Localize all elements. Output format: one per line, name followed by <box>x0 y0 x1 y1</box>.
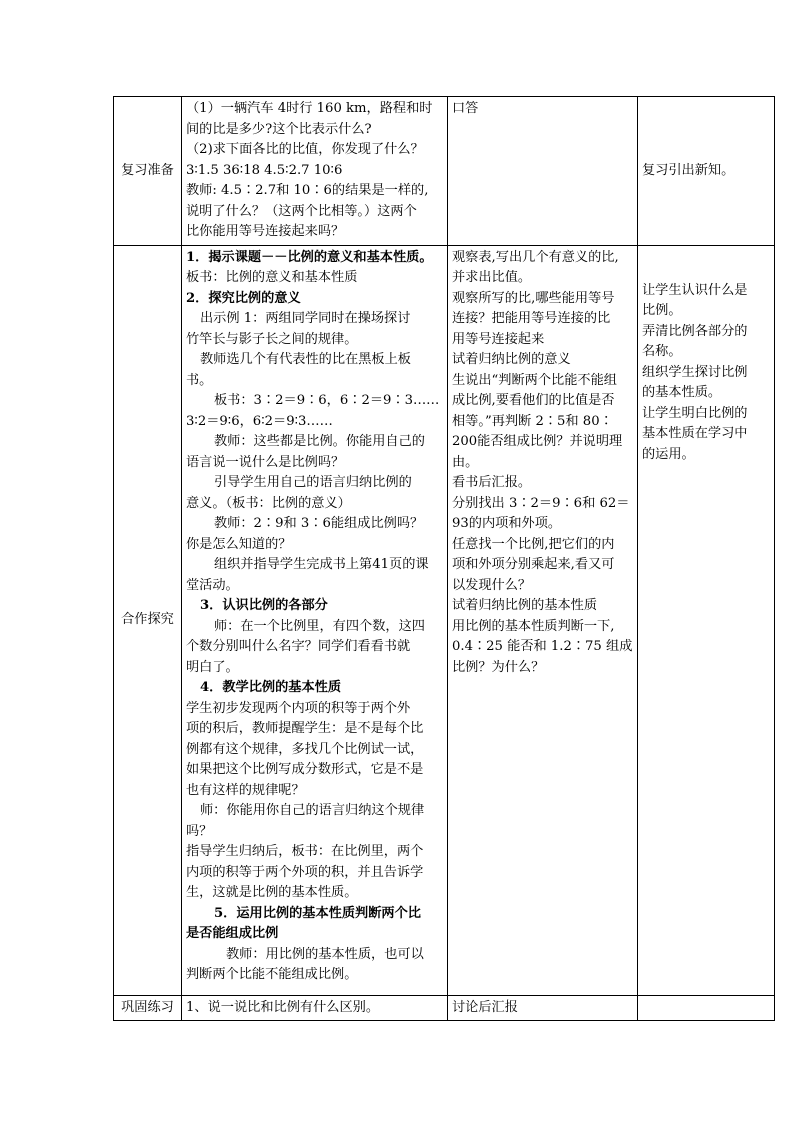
content-heading: 4．教学比例的基本性质 <box>200 680 342 695</box>
content-line: 也有这样的规律呢？ <box>186 782 305 798</box>
content-line: 板书：3∶2＝9∶6，6∶2＝9∶3…… <box>214 393 440 408</box>
student-line: 用比例的基本性质判断一下, <box>452 618 615 634</box>
intent-line: 组织学生探讨比例 <box>642 364 748 380</box>
intent-line: 基本性质在学习中 <box>642 426 748 441</box>
content-line: 你是怎么知道的？ <box>186 536 292 552</box>
student-line: 以发现什么？ <box>452 577 532 593</box>
student-line: 项和外项分别乘起来,看又可 <box>452 557 615 572</box>
student-line: 试着归纳比例的意义 <box>452 352 571 367</box>
content-line: 师：在一个比例里，有四个数，这四 <box>214 618 425 634</box>
student-line: 由。 <box>452 454 479 470</box>
student-line: 0.4∶25 能否和 1.2∶75 组成 <box>452 639 633 654</box>
content-line: 明白了。 <box>186 659 239 675</box>
student-line: 比例？为什么？ <box>452 659 545 675</box>
student-line: 93的内项和外项。 <box>452 516 562 531</box>
content-line: 1、说一说比和比例有什么区别。 <box>186 999 380 1015</box>
student-line: 相等。”再判断 2∶5和 80∶ <box>452 413 613 429</box>
student-line: 生说出“判断两个比能不能组 <box>452 372 617 388</box>
content-line: 3∶1.5 36∶18 4.5∶2.7 10∶6 <box>186 162 343 178</box>
content-line: 说明了什么？（这两个比相等。）这两个 <box>186 203 417 219</box>
lesson-plan-table <box>113 96 775 1021</box>
student-line: 200能否组成比例？并说明理 <box>452 434 623 449</box>
table-row <box>114 245 775 995</box>
intent-line: 让学生明白比例的 <box>642 405 748 421</box>
content-line: 生，这就是比例的基本性质。 <box>186 885 358 900</box>
content-line: （2)求下面各比的比值，你发现了什么？ <box>186 142 424 157</box>
content-line: 学生初步发现两个内项的积等于两个外 <box>186 700 411 716</box>
row-label-text: 巩固练习 <box>121 999 174 1015</box>
content-line: 组织并指导学生完成书上第41页的课 <box>214 557 429 572</box>
content-line: 教师：2∶9和 3∶6能组成比例吗？ <box>214 516 424 531</box>
row-label-text: 复习准备 <box>121 162 174 178</box>
content-line: 书。 <box>186 372 213 388</box>
teaching-content-cell <box>182 97 448 246</box>
intent-line: 的运用。 <box>642 446 695 462</box>
content-line: 内项的积等于两个外项的积，并且告诉学 <box>186 864 424 880</box>
student-line: 观察表,写出几个有意义的比, <box>452 249 619 265</box>
intent-line: 让学生认识什么是 <box>642 282 748 298</box>
intent-line: 复习引出新知。 <box>642 162 735 178</box>
student-line: 分别找出 3∶2＝9∶6和 62＝ <box>452 495 630 511</box>
content-line: 语言说一说什么是比例吗？ <box>186 454 345 470</box>
content-line: 堂活动。 <box>186 577 239 593</box>
content-line: 指导学生归纳后，板书：在比例里，两个 <box>186 844 424 859</box>
content-line: 3∶2＝9∶6，6∶2＝9∶3…… <box>186 413 333 429</box>
intent-line: 名称。 <box>642 344 682 359</box>
content-line: 板书：比例的意义和基本性质 <box>186 270 358 285</box>
content-heading: 5．运用比例的基本性质判断两个比 <box>214 905 421 921</box>
student-line: 试着归纳比例的基本性质 <box>452 598 598 613</box>
row-label <box>114 995 182 1021</box>
content-heading: 3．认识比例的各部分 <box>200 598 328 613</box>
teaching-content-cell <box>182 995 448 1021</box>
row-label-text: 合作探究 <box>121 611 174 627</box>
intent-line: 的基本性质。 <box>642 385 722 400</box>
table-row <box>114 995 775 1021</box>
content-line: 个数分别叫什么名字？同学们看看书就 <box>186 639 411 654</box>
content-line: 如果把这个比例写成分数形式，它是不是 <box>186 762 424 777</box>
content-line: 竹竿长与影子长之间的规律。 <box>186 331 358 347</box>
teaching-content-cell <box>182 245 448 995</box>
content-heading: 是否能组成比例 <box>186 926 279 941</box>
design-intent-cell <box>638 995 775 1021</box>
content-line: 教师：这些都是比例。你能用自己的 <box>214 434 425 449</box>
row-label <box>114 245 182 995</box>
content-line: 吗？ <box>186 823 213 839</box>
spacer <box>642 248 770 281</box>
table-row <box>114 97 775 246</box>
content-line: 教师：用比例的基本性质，也可以 <box>226 946 424 962</box>
intent-line: 弄清比例各部分的 <box>642 323 748 339</box>
student-line: 看书后汇报。 <box>452 475 532 490</box>
content-line: 教师选几个有代表性的比在黑板上板 <box>200 352 411 367</box>
student-activity-cell <box>448 245 638 995</box>
student-line: 口答 <box>452 101 479 116</box>
student-line: 任意找一个比例,把它们的内 <box>452 536 615 552</box>
content-line: 项的积后，教师提醒学生：是不是每个比 <box>186 721 424 736</box>
design-intent-cell <box>638 245 775 995</box>
content-line: 判断两个比能不能组成比例。 <box>186 967 358 982</box>
content-line: （1）一辆汽车 4时行 160 km，路程和时 <box>186 101 433 116</box>
student-line: 用等号连接起来 <box>452 331 545 347</box>
content-heading: 1．揭示课题－－比例的意义和基本性质。 <box>186 249 433 265</box>
design-intent-cell <box>638 97 775 246</box>
row-label <box>114 97 182 246</box>
content-line: 意义。（板书：比例的意义） <box>186 495 351 511</box>
content-line: 间的比是多少?这个比表示什么? <box>186 121 372 137</box>
content-line: 例都有这个规律，多找几个比例试一试， <box>186 741 424 757</box>
content-heading: 2．探究比例的意义 <box>186 290 301 306</box>
student-line: 并求出比值。 <box>452 270 532 285</box>
student-line: 连接？把能用等号连接的比 <box>452 311 611 326</box>
content-line: 教师: 4.5∶2.7和 10∶6的结果是一样的, <box>186 183 429 198</box>
content-line: 师：你能用你自己的语言归纳这个规律 <box>200 803 425 818</box>
student-line: 观察所写的比,哪些能用等号 <box>452 290 615 306</box>
content-line: 比你能用等号连接起来吗？ <box>186 224 345 239</box>
content-line: 引导学生用自己的语言归纳比例的 <box>214 475 412 490</box>
student-line: 讨论后汇报 <box>452 999 518 1015</box>
intent-line: 比例。 <box>642 303 682 318</box>
student-line: 成比例,要看他们的比值是否 <box>452 393 615 408</box>
content-line: 出示例 1：两组同学同时在操场探讨 <box>200 311 411 326</box>
student-activity-cell <box>448 995 638 1021</box>
student-activity-cell <box>448 97 638 246</box>
